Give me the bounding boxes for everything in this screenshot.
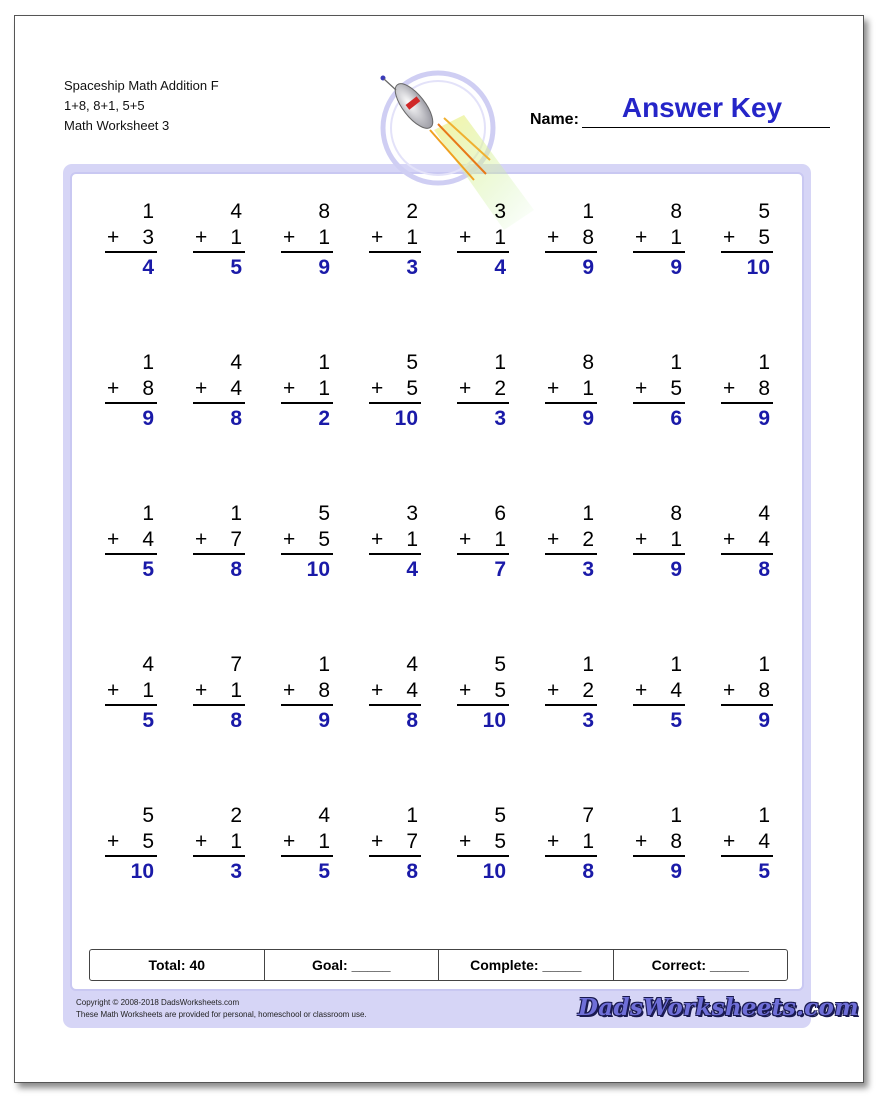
addend-bottom-row <box>633 828 685 857</box>
addend-top: 5 <box>758 200 770 223</box>
addend-top: 1 <box>142 200 154 223</box>
answer: 8 <box>230 709 242 732</box>
addend-top: 7 <box>582 804 594 827</box>
problem <box>105 199 157 283</box>
addend-top: 8 <box>670 200 682 223</box>
problem <box>457 199 509 283</box>
addend-bottom: 4 <box>406 679 418 702</box>
addend-top: 7 <box>230 653 242 676</box>
problem <box>457 803 509 887</box>
addend-bottom: 1 <box>230 226 242 249</box>
problem <box>369 803 421 887</box>
plus-sign: + <box>283 528 296 551</box>
problem <box>193 199 245 283</box>
answer: 5 <box>318 860 330 883</box>
addend-top: 3 <box>494 200 506 223</box>
addend-top: 1 <box>142 351 154 374</box>
addend-top: 5 <box>494 653 506 676</box>
plus-sign: + <box>547 226 560 249</box>
addend-top: 4 <box>230 351 242 374</box>
answer-key-text: Answer Key <box>621 92 783 123</box>
problem <box>457 350 509 434</box>
addend-bottom-row <box>105 677 157 706</box>
addend-bottom: 2 <box>582 528 594 551</box>
addend-bottom-row <box>193 677 245 706</box>
addend-bottom-row <box>281 677 333 706</box>
addend-bottom: 5 <box>494 679 506 702</box>
addend-top: 3 <box>406 502 418 525</box>
addend-top: 4 <box>318 804 330 827</box>
problem <box>633 350 685 434</box>
plus-sign: + <box>635 830 648 853</box>
addend-top: 8 <box>670 502 682 525</box>
answer: 5 <box>230 256 242 279</box>
addend-bottom: 8 <box>582 226 594 249</box>
problem <box>721 350 773 434</box>
answer: 9 <box>318 709 330 732</box>
addend-bottom: 1 <box>318 377 330 400</box>
addend-bottom-row <box>369 526 421 555</box>
addend-top: 4 <box>758 502 770 525</box>
addend-bottom: 1 <box>670 226 682 249</box>
answer: 8 <box>230 407 242 430</box>
addend-bottom-row <box>633 375 685 404</box>
addend-bottom: 4 <box>230 377 242 400</box>
problem <box>633 803 685 887</box>
plus-sign: + <box>635 679 648 702</box>
answer: 8 <box>758 558 770 581</box>
addend-bottom-row <box>545 828 597 857</box>
addend-bottom-row <box>457 224 509 253</box>
addend-bottom: 1 <box>230 830 242 853</box>
plus-sign: + <box>635 528 648 551</box>
plus-sign: + <box>195 679 208 702</box>
plus-sign: + <box>723 377 736 400</box>
addend-bottom-row <box>281 224 333 253</box>
addend-bottom: 1 <box>406 528 418 551</box>
answer: 3 <box>582 709 594 732</box>
worksheet-subtitle: 1+8, 8+1, 5+5 <box>64 98 145 113</box>
answer: 9 <box>142 407 154 430</box>
addend-bottom-row <box>105 526 157 555</box>
addend-bottom: 8 <box>758 679 770 702</box>
addend-top: 8 <box>318 200 330 223</box>
addend-top: 1 <box>582 502 594 525</box>
addend-bottom-row <box>457 526 509 555</box>
addend-bottom-row <box>105 828 157 857</box>
addend-bottom-row <box>369 828 421 857</box>
problem <box>281 652 333 736</box>
plus-sign: + <box>547 377 560 400</box>
addend-bottom-row <box>193 526 245 555</box>
answer: 9 <box>670 256 682 279</box>
answer: 8 <box>406 860 418 883</box>
plus-sign: + <box>723 679 736 702</box>
addend-bottom: 1 <box>230 679 242 702</box>
answer: 8 <box>406 709 418 732</box>
answer: 3 <box>230 860 242 883</box>
addend-bottom-row <box>457 828 509 857</box>
addend-bottom-row <box>281 375 333 404</box>
addend-bottom: 3 <box>142 226 154 249</box>
addend-bottom-row <box>105 375 157 404</box>
plus-sign: + <box>195 377 208 400</box>
problem <box>281 350 333 434</box>
name-label: Name: <box>530 111 579 128</box>
addend-top: 1 <box>758 804 770 827</box>
answer: 9 <box>318 256 330 279</box>
total-cell: Total: 40 <box>148 957 206 973</box>
problem <box>721 803 773 887</box>
addend-bottom-row <box>721 828 773 857</box>
addend-top: 1 <box>670 804 682 827</box>
problem <box>281 199 333 283</box>
plus-sign: + <box>723 528 736 551</box>
plus-sign: + <box>371 679 384 702</box>
addend-bottom: 4 <box>758 528 770 551</box>
addend-top: 5 <box>318 502 330 525</box>
addend-top: 6 <box>494 502 506 525</box>
plus-sign: + <box>107 226 120 249</box>
answer: 10 <box>482 860 506 883</box>
problem <box>105 652 157 736</box>
addend-bottom: 1 <box>582 377 594 400</box>
plus-sign: + <box>371 528 384 551</box>
problem <box>545 501 597 585</box>
addend-bottom: 1 <box>670 528 682 551</box>
answer: 5 <box>758 860 770 883</box>
answer: 8 <box>230 558 242 581</box>
addend-bottom: 4 <box>758 830 770 853</box>
addend-bottom-row <box>721 526 773 555</box>
problem <box>457 501 509 585</box>
plus-sign: + <box>723 830 736 853</box>
plus-sign: + <box>107 679 120 702</box>
answer: 9 <box>670 558 682 581</box>
problem <box>545 350 597 434</box>
problem <box>105 803 157 887</box>
worksheet-number: Math Worksheet 3 <box>64 118 170 133</box>
answer: 10 <box>746 256 770 279</box>
addend-top: 1 <box>318 351 330 374</box>
plus-sign: + <box>547 528 560 551</box>
addend-bottom-row <box>545 375 597 404</box>
addend-bottom-row <box>721 375 773 404</box>
addend-bottom: 2 <box>494 377 506 400</box>
plus-sign: + <box>107 830 120 853</box>
answer: 4 <box>494 256 506 279</box>
usage-notice: These Math Worksheets are provided for personal, homeschool or classroom use. <box>76 1010 367 1019</box>
addend-bottom-row <box>633 677 685 706</box>
plus-sign: + <box>723 226 736 249</box>
answer: 6 <box>670 407 682 430</box>
addend-bottom: 7 <box>230 528 242 551</box>
addend-bottom-row <box>193 375 245 404</box>
plus-sign: + <box>459 679 472 702</box>
problem <box>633 501 685 585</box>
plus-sign: + <box>547 679 560 702</box>
answer: 9 <box>758 407 770 430</box>
plus-sign: + <box>283 377 296 400</box>
addend-bottom: 8 <box>670 830 682 853</box>
site-logo: DadsWorksheets.com <box>578 994 859 1021</box>
addend-bottom-row <box>721 224 773 253</box>
addend-bottom: 1 <box>494 226 506 249</box>
addend-bottom: 8 <box>318 679 330 702</box>
answer: 9 <box>582 407 594 430</box>
addend-top: 1 <box>318 653 330 676</box>
answer: 10 <box>306 558 330 581</box>
answer: 4 <box>142 256 154 279</box>
addend-bottom-row <box>105 224 157 253</box>
plus-sign: + <box>107 377 120 400</box>
addend-bottom: 5 <box>142 830 154 853</box>
answer: 9 <box>582 256 594 279</box>
addend-bottom: 1 <box>318 830 330 853</box>
addend-bottom-row <box>457 677 509 706</box>
score-bar <box>89 949 788 981</box>
problem <box>721 501 773 585</box>
answer: 8 <box>582 860 594 883</box>
addend-top: 4 <box>142 653 154 676</box>
plus-sign: + <box>547 830 560 853</box>
addend-top: 4 <box>230 200 242 223</box>
problem <box>457 652 509 736</box>
addend-top: 4 <box>406 653 418 676</box>
worksheet-title: Spaceship Math Addition F <box>64 78 219 93</box>
plus-sign: + <box>459 377 472 400</box>
addend-top: 1 <box>142 502 154 525</box>
addend-bottom: 1 <box>318 226 330 249</box>
plus-sign: + <box>459 528 472 551</box>
plus-sign: + <box>371 830 384 853</box>
plus-sign: + <box>195 830 208 853</box>
problem <box>369 199 421 283</box>
answer: 5 <box>670 709 682 732</box>
addend-bottom: 4 <box>142 528 154 551</box>
answer: 7 <box>494 558 506 581</box>
answer: 10 <box>130 860 154 883</box>
plus-sign: + <box>283 830 296 853</box>
addend-top: 5 <box>142 804 154 827</box>
addend-bottom-row <box>369 677 421 706</box>
addend-top: 1 <box>670 653 682 676</box>
problem <box>193 501 245 585</box>
answer: 3 <box>582 558 594 581</box>
addend-bottom: 8 <box>758 377 770 400</box>
addend-top: 1 <box>758 653 770 676</box>
addend-top: 1 <box>582 200 594 223</box>
plus-sign: + <box>635 226 648 249</box>
plus-sign: + <box>371 226 384 249</box>
addend-bottom: 5 <box>406 377 418 400</box>
addend-bottom-row <box>193 828 245 857</box>
addend-bottom-row <box>633 224 685 253</box>
answer: 4 <box>406 558 418 581</box>
addend-bottom: 1 <box>494 528 506 551</box>
correct-cell: Correct: _____ <box>613 950 788 980</box>
addend-top: 1 <box>670 351 682 374</box>
addend-bottom: 1 <box>142 679 154 702</box>
problem <box>369 501 421 585</box>
problem <box>105 501 157 585</box>
addend-bottom-row <box>457 375 509 404</box>
plus-sign: + <box>635 377 648 400</box>
problem <box>193 803 245 887</box>
addend-top: 1 <box>494 351 506 374</box>
answer: 2 <box>318 407 330 430</box>
addend-bottom: 5 <box>670 377 682 400</box>
footer-text <box>76 997 367 1021</box>
problem <box>193 350 245 434</box>
addend-top: 1 <box>758 351 770 374</box>
addend-top: 2 <box>230 804 242 827</box>
answer: 10 <box>394 407 418 430</box>
addend-bottom-row <box>545 224 597 253</box>
complete-cell: Complete: _____ <box>438 950 613 980</box>
addend-top: 1 <box>582 653 594 676</box>
addend-bottom-row <box>193 224 245 253</box>
addend-bottom: 8 <box>142 377 154 400</box>
problem <box>193 652 245 736</box>
addend-bottom: 7 <box>406 830 418 853</box>
problem <box>545 803 597 887</box>
addend-bottom: 5 <box>758 226 770 249</box>
plus-sign: + <box>107 528 120 551</box>
problem <box>633 652 685 736</box>
addend-top: 2 <box>406 200 418 223</box>
plus-sign: + <box>283 226 296 249</box>
problem <box>369 350 421 434</box>
problem <box>721 652 773 736</box>
plus-sign: + <box>459 830 472 853</box>
answer: 5 <box>142 709 154 732</box>
answer: 3 <box>406 256 418 279</box>
addend-bottom-row <box>281 828 333 857</box>
problem <box>633 199 685 283</box>
plus-sign: + <box>195 528 208 551</box>
addend-bottom: 4 <box>670 679 682 702</box>
answer: 3 <box>494 407 506 430</box>
problem <box>281 803 333 887</box>
copyright-text: Copyright © 2008-2018 DadsWorksheets.com <box>76 998 240 1007</box>
addend-bottom: 1 <box>406 226 418 249</box>
plus-sign: + <box>195 226 208 249</box>
addend-top: 1 <box>406 804 418 827</box>
goal-cell: Goal: _____ <box>264 950 439 980</box>
addend-bottom: 1 <box>582 830 594 853</box>
addend-top: 5 <box>406 351 418 374</box>
problem <box>105 350 157 434</box>
plus-sign: + <box>459 226 472 249</box>
addend-bottom-row <box>369 375 421 404</box>
problem <box>721 199 773 283</box>
addend-bottom-row <box>545 677 597 706</box>
addend-bottom-row <box>721 677 773 706</box>
problem <box>281 501 333 585</box>
addend-top: 5 <box>494 804 506 827</box>
addend-top: 1 <box>230 502 242 525</box>
addend-bottom: 2 <box>582 679 594 702</box>
answer: 9 <box>670 860 682 883</box>
addend-bottom-row <box>369 224 421 253</box>
answer: 9 <box>758 709 770 732</box>
addend-bottom-row <box>545 526 597 555</box>
answer: 10 <box>482 709 506 732</box>
plus-sign: + <box>371 377 384 400</box>
plus-sign: + <box>283 679 296 702</box>
addend-bottom-row <box>281 526 333 555</box>
problem <box>369 652 421 736</box>
addend-top: 8 <box>582 351 594 374</box>
answer: 5 <box>142 558 154 581</box>
problem <box>545 199 597 283</box>
problem <box>545 652 597 736</box>
addend-bottom: 5 <box>494 830 506 853</box>
addend-bottom-row <box>633 526 685 555</box>
addend-bottom: 5 <box>318 528 330 551</box>
